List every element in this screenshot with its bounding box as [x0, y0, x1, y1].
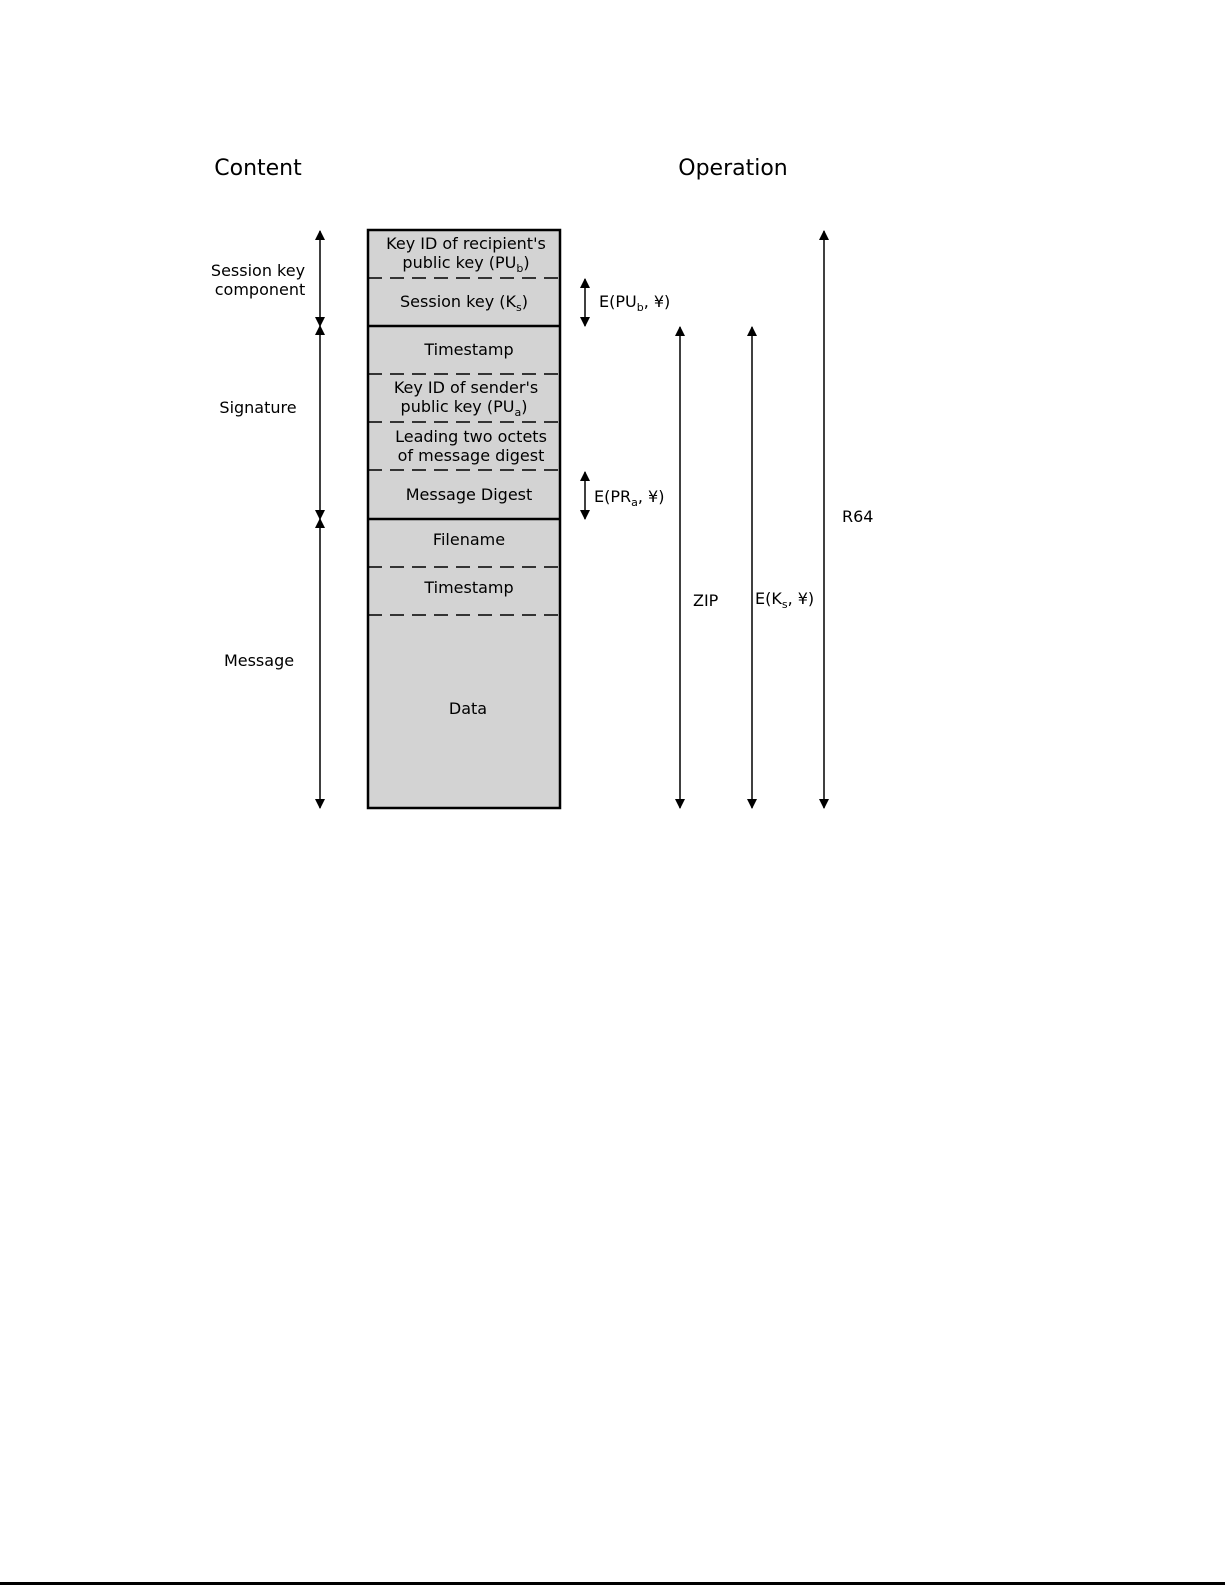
- op-label-e-pra: $E(PR_a$, ¥): [594, 487, 665, 509]
- cell-leading-octets-line1: Leading two octets: [395, 427, 547, 446]
- cell-data: Data: [448, 699, 488, 718]
- cell-session-key: Session key $(K_s)$: [400, 292, 528, 314]
- op-label-e-pub: $E(PU_b$, ¥): [599, 292, 671, 314]
- cell-key-id-sender-line2: public key $(PU_a)$: [400, 397, 528, 419]
- cell-message-timestamp: Timestamp: [424, 578, 514, 597]
- cell-filename: Filename: [432, 530, 506, 549]
- operation-header: Operation: [678, 156, 788, 181]
- group-label-signature: Signature: [219, 398, 297, 417]
- message-structure-box: [368, 230, 560, 808]
- group-label-session-line1: Session key: [210, 261, 306, 280]
- op-label-zip: ZIP: [693, 591, 719, 610]
- cell-key-id-recipient-line2: public key $(PU_b)$: [402, 253, 530, 275]
- op-label-r64: R64: [842, 507, 874, 526]
- group-label-message: Message: [223, 651, 295, 670]
- cell-signature-timestamp: Timestamp: [424, 340, 514, 359]
- content-header: Content: [214, 156, 302, 181]
- op-label-e-ks: $E(K_s$, ¥): [755, 589, 815, 611]
- cell-message-digest: Message Digest: [405, 485, 533, 504]
- cell-key-id-recipient-line1: Key ID of recipient's: [386, 234, 546, 253]
- cell-leading-octets-line2: of message digest: [397, 446, 545, 465]
- group-label-session-line2: component: [214, 280, 306, 299]
- cell-key-id-sender-line1: Key ID of sender's: [393, 378, 539, 397]
